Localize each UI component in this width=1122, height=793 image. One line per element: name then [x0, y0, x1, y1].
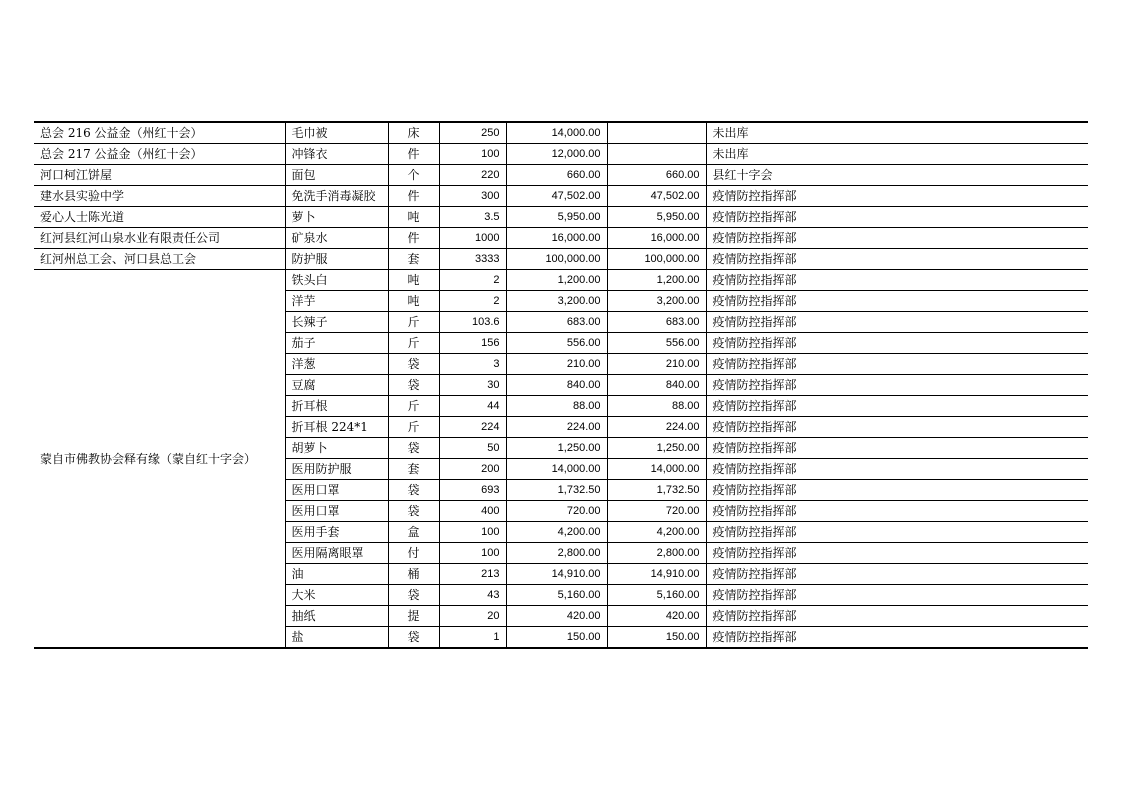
- donation-table-body: [34, 122, 1088, 648]
- amount-cell: 1,200.00: [506, 270, 607, 291]
- destination-cell: 疫情防控指挥部: [706, 354, 1088, 375]
- amount-cell: 14,910.00: [506, 564, 607, 585]
- donor-cell: 红河县红河山泉水业有限责任公司: [34, 228, 285, 249]
- amount-cell: 14,000.00: [506, 459, 607, 480]
- unit-cell: 袋: [388, 627, 439, 649]
- allocated-amount-cell: 660.00: [607, 165, 706, 186]
- destination-cell: 未出库: [706, 144, 1088, 165]
- unit-cell: 袋: [388, 480, 439, 501]
- item-cell: 萝卜: [285, 207, 388, 228]
- item-cell: 折耳根 224*1: [285, 417, 388, 438]
- unit-cell: 袋: [388, 438, 439, 459]
- destination-cell: 疫情防控指挥部: [706, 249, 1088, 270]
- unit-cell: 袋: [388, 375, 439, 396]
- amount-cell: 14,000.00: [506, 122, 607, 144]
- item-cell: 豆腐: [285, 375, 388, 396]
- quantity-cell: 200: [439, 459, 506, 480]
- amount-cell: 1,250.00: [506, 438, 607, 459]
- allocated-amount-cell: 5,160.00: [607, 585, 706, 606]
- allocated-amount-cell: 14,910.00: [607, 564, 706, 585]
- unit-cell: 套: [388, 249, 439, 270]
- donor-cell: 蒙自市佛教协会释有缘（蒙自红十字会）: [34, 270, 285, 649]
- allocated-amount-cell: 840.00: [607, 375, 706, 396]
- donation-table: [34, 121, 1088, 649]
- allocated-amount-cell: 420.00: [607, 606, 706, 627]
- amount-cell: 210.00: [506, 354, 607, 375]
- allocated-amount-cell: 5,950.00: [607, 207, 706, 228]
- donor-cell: 总会 217 公益金（州红十会）: [34, 144, 285, 165]
- quantity-cell: 3: [439, 354, 506, 375]
- unit-cell: 斤: [388, 396, 439, 417]
- amount-cell: 5,950.00: [506, 207, 607, 228]
- item-cell: 洋芋: [285, 291, 388, 312]
- unit-cell: 付: [388, 543, 439, 564]
- amount-cell: 420.00: [506, 606, 607, 627]
- unit-cell: 床: [388, 122, 439, 144]
- item-cell: 抽纸: [285, 606, 388, 627]
- quantity-cell: 1000: [439, 228, 506, 249]
- destination-cell: 未出库: [706, 122, 1088, 144]
- table-row: [34, 270, 1088, 291]
- table-row: [34, 207, 1088, 228]
- destination-cell: 疫情防控指挥部: [706, 375, 1088, 396]
- item-cell: 面包: [285, 165, 388, 186]
- item-cell: 医用防护服: [285, 459, 388, 480]
- destination-cell: 疫情防控指挥部: [706, 333, 1088, 354]
- allocated-amount-cell: [607, 122, 706, 144]
- quantity-cell: 220: [439, 165, 506, 186]
- allocated-amount-cell: 720.00: [607, 501, 706, 522]
- unit-cell: 件: [388, 186, 439, 207]
- destination-cell: 疫情防控指挥部: [706, 270, 1088, 291]
- quantity-cell: 693: [439, 480, 506, 501]
- item-cell: 医用口罩: [285, 501, 388, 522]
- item-cell: 洋葱: [285, 354, 388, 375]
- item-cell: 折耳根: [285, 396, 388, 417]
- unit-cell: 盒: [388, 522, 439, 543]
- amount-cell: 100,000.00: [506, 249, 607, 270]
- destination-cell: 疫情防控指挥部: [706, 417, 1088, 438]
- allocated-amount-cell: 224.00: [607, 417, 706, 438]
- allocated-amount-cell: 16,000.00: [607, 228, 706, 249]
- quantity-cell: 224: [439, 417, 506, 438]
- amount-cell: 2,800.00: [506, 543, 607, 564]
- donor-cell: 总会 216 公益金（州红十会）: [34, 122, 285, 144]
- amount-cell: 3,200.00: [506, 291, 607, 312]
- allocated-amount-cell: 3,200.00: [607, 291, 706, 312]
- destination-cell: 疫情防控指挥部: [706, 291, 1088, 312]
- unit-cell: 个: [388, 165, 439, 186]
- item-cell: 医用口罩: [285, 480, 388, 501]
- quantity-cell: 100: [439, 144, 506, 165]
- allocated-amount-cell: 2,800.00: [607, 543, 706, 564]
- table-row: [34, 249, 1088, 270]
- allocated-amount-cell: 88.00: [607, 396, 706, 417]
- unit-cell: 吨: [388, 291, 439, 312]
- table-row: [34, 228, 1088, 249]
- quantity-cell: 300: [439, 186, 506, 207]
- destination-cell: 疫情防控指挥部: [706, 186, 1088, 207]
- item-cell: 大米: [285, 585, 388, 606]
- table-row: [34, 122, 1088, 144]
- amount-cell: 88.00: [506, 396, 607, 417]
- unit-cell: 袋: [388, 354, 439, 375]
- quantity-cell: 3.5: [439, 207, 506, 228]
- donor-cell: 爱心人士陈光道: [34, 207, 285, 228]
- quantity-cell: 213: [439, 564, 506, 585]
- unit-cell: 件: [388, 144, 439, 165]
- amount-cell: 1,732.50: [506, 480, 607, 501]
- destination-cell: 疫情防控指挥部: [706, 438, 1088, 459]
- allocated-amount-cell: [607, 144, 706, 165]
- quantity-cell: 50: [439, 438, 506, 459]
- table-row: [34, 144, 1088, 165]
- quantity-cell: 2: [439, 291, 506, 312]
- allocated-amount-cell: 1,200.00: [607, 270, 706, 291]
- amount-cell: 556.00: [506, 333, 607, 354]
- destination-cell: 疫情防控指挥部: [706, 459, 1088, 480]
- table-row: [34, 165, 1088, 186]
- destination-cell: 县红十字会: [706, 165, 1088, 186]
- unit-cell: 袋: [388, 501, 439, 522]
- destination-cell: 疫情防控指挥部: [706, 396, 1088, 417]
- quantity-cell: 250: [439, 122, 506, 144]
- item-cell: 盐: [285, 627, 388, 649]
- unit-cell: 斤: [388, 417, 439, 438]
- table-row: [34, 186, 1088, 207]
- amount-cell: 16,000.00: [506, 228, 607, 249]
- allocated-amount-cell: 556.00: [607, 333, 706, 354]
- donor-cell: 红河州总工会、河口县总工会: [34, 249, 285, 270]
- quantity-cell: 103.6: [439, 312, 506, 333]
- allocated-amount-cell: 683.00: [607, 312, 706, 333]
- unit-cell: 桶: [388, 564, 439, 585]
- item-cell: 胡萝卜: [285, 438, 388, 459]
- allocated-amount-cell: 100,000.00: [607, 249, 706, 270]
- item-cell: 毛巾被: [285, 122, 388, 144]
- unit-cell: 斤: [388, 312, 439, 333]
- unit-cell: 斤: [388, 333, 439, 354]
- unit-cell: 吨: [388, 207, 439, 228]
- allocated-amount-cell: 1,250.00: [607, 438, 706, 459]
- item-cell: 油: [285, 564, 388, 585]
- donor-cell: 河口柯江饼屋: [34, 165, 285, 186]
- quantity-cell: 43: [439, 585, 506, 606]
- allocated-amount-cell: 47,502.00: [607, 186, 706, 207]
- amount-cell: 683.00: [506, 312, 607, 333]
- unit-cell: 套: [388, 459, 439, 480]
- allocated-amount-cell: 1,732.50: [607, 480, 706, 501]
- item-cell: 医用隔离眼罩: [285, 543, 388, 564]
- unit-cell: 袋: [388, 585, 439, 606]
- amount-cell: 5,160.00: [506, 585, 607, 606]
- destination-cell: 疫情防控指挥部: [706, 312, 1088, 333]
- allocated-amount-cell: 210.00: [607, 354, 706, 375]
- item-cell: 冲锋衣: [285, 144, 388, 165]
- quantity-cell: 30: [439, 375, 506, 396]
- destination-cell: 疫情防控指挥部: [706, 585, 1088, 606]
- amount-cell: 224.00: [506, 417, 607, 438]
- destination-cell: 疫情防控指挥部: [706, 480, 1088, 501]
- amount-cell: 150.00: [506, 627, 607, 649]
- destination-cell: 疫情防控指挥部: [706, 522, 1088, 543]
- quantity-cell: 44: [439, 396, 506, 417]
- unit-cell: 件: [388, 228, 439, 249]
- amount-cell: 12,000.00: [506, 144, 607, 165]
- amount-cell: 4,200.00: [506, 522, 607, 543]
- donor-cell: 建水县实验中学: [34, 186, 285, 207]
- destination-cell: 疫情防控指挥部: [706, 564, 1088, 585]
- amount-cell: 47,502.00: [506, 186, 607, 207]
- destination-cell: 疫情防控指挥部: [706, 606, 1088, 627]
- allocated-amount-cell: 4,200.00: [607, 522, 706, 543]
- quantity-cell: 400: [439, 501, 506, 522]
- item-cell: 防护服: [285, 249, 388, 270]
- quantity-cell: 156: [439, 333, 506, 354]
- destination-cell: 疫情防控指挥部: [706, 228, 1088, 249]
- destination-cell: 疫情防控指挥部: [706, 501, 1088, 522]
- quantity-cell: 3333: [439, 249, 506, 270]
- quantity-cell: 2: [439, 270, 506, 291]
- amount-cell: 840.00: [506, 375, 607, 396]
- destination-cell: 疫情防控指挥部: [706, 543, 1088, 564]
- amount-cell: 660.00: [506, 165, 607, 186]
- item-cell: 免洗手消毒凝胶: [285, 186, 388, 207]
- item-cell: 医用手套: [285, 522, 388, 543]
- item-cell: 铁头白: [285, 270, 388, 291]
- destination-cell: 疫情防控指挥部: [706, 627, 1088, 649]
- item-cell: 长辣子: [285, 312, 388, 333]
- unit-cell: 提: [388, 606, 439, 627]
- allocated-amount-cell: 14,000.00: [607, 459, 706, 480]
- amount-cell: 720.00: [506, 501, 607, 522]
- item-cell: 矿泉水: [285, 228, 388, 249]
- quantity-cell: 100: [439, 543, 506, 564]
- item-cell: 茄子: [285, 333, 388, 354]
- quantity-cell: 20: [439, 606, 506, 627]
- quantity-cell: 100: [439, 522, 506, 543]
- destination-cell: 疫情防控指挥部: [706, 207, 1088, 228]
- unit-cell: 吨: [388, 270, 439, 291]
- quantity-cell: 1: [439, 627, 506, 649]
- allocated-amount-cell: 150.00: [607, 627, 706, 649]
